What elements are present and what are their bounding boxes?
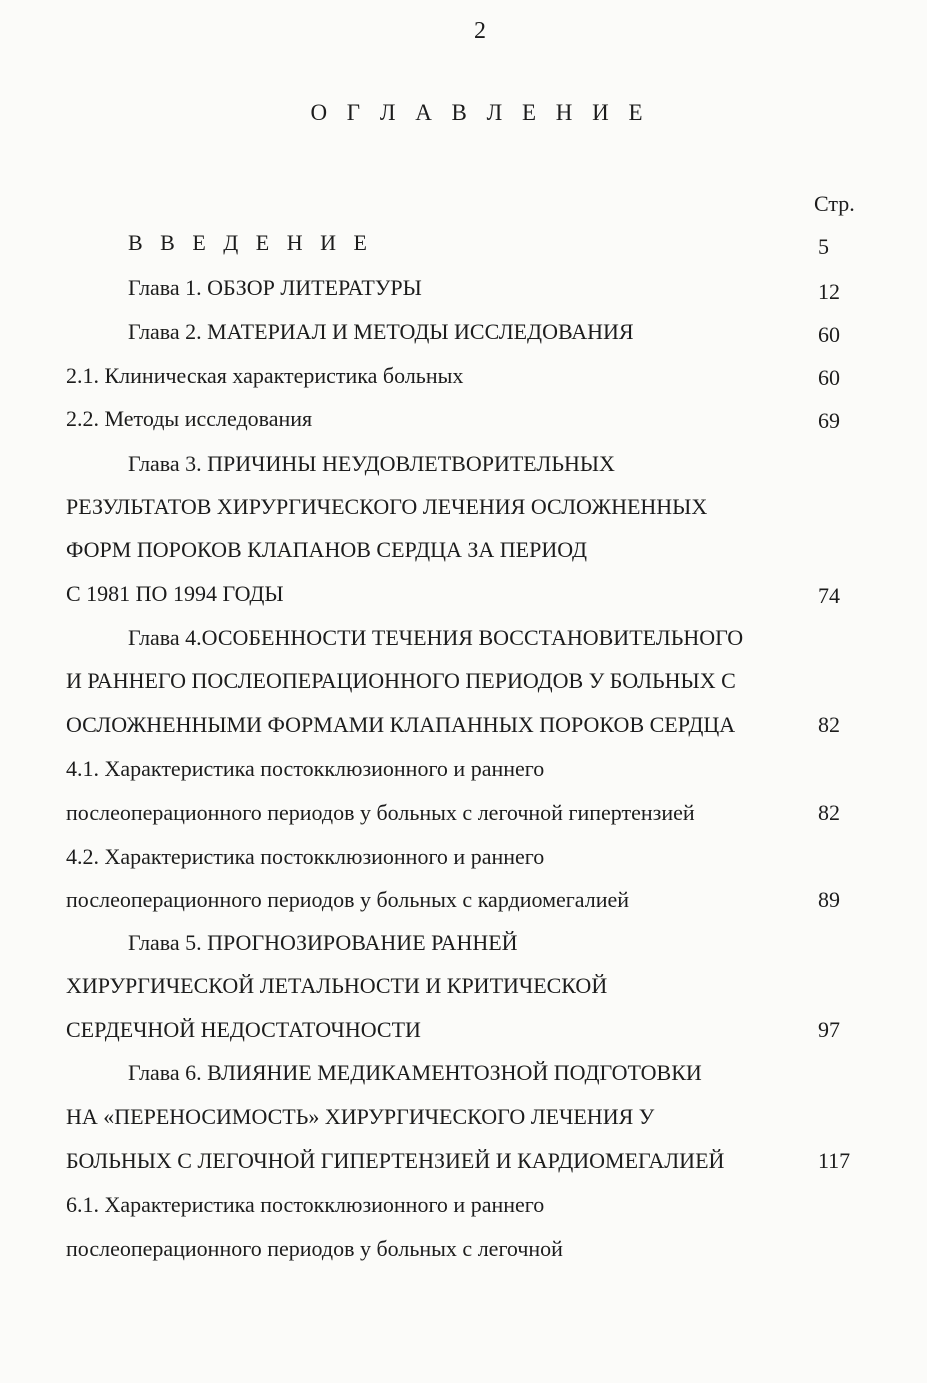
- pages-column-header: Стр.: [814, 191, 855, 216]
- toc-entry-section-4-2-line-1: 4.2. Характеристика постокклюзионного и раннего: [66, 844, 545, 869]
- toc-page-section-4-1: 82: [818, 800, 840, 825]
- toc-page-chapter-1: 12: [818, 279, 840, 304]
- page-title: О Г Л А В Л Е Н И Е: [310, 100, 650, 125]
- toc-entry-section-4-1-line-2: послеоперационного периодов у больных с легочной гипертензией: [66, 800, 695, 825]
- toc-entry-section-6-1-line-2: послеоперационного периодов у больных с легочной: [66, 1236, 563, 1261]
- toc-entry-chapter-4-line-1: Глава 4.ОСОБЕННОСТИ ТЕЧЕНИЯ ВОССТАНОВИТЕЛЬНОГО: [128, 625, 744, 650]
- toc-page-introduction: 5: [818, 234, 829, 259]
- toc-page-chapter-4: 82: [818, 712, 840, 737]
- toc-page-section-4-2: 89: [818, 887, 840, 912]
- page-number: 2: [474, 18, 486, 44]
- toc-entry-chapter-5-line-1: Глава 5. ПРОГНОЗИРОВАНИЕ РАННЕЙ: [128, 930, 518, 955]
- toc-entry-chapter-6-line-1: Глава 6. ВЛИЯНИЕ МЕДИКАМЕНТОЗНОЙ ПОДГОТОВКИ: [128, 1060, 702, 1085]
- toc-entry-section-4-1-line-1: 4.1. Характеристика постокклюзионного и раннего: [66, 756, 545, 781]
- toc-entry-chapter-2: Глава 2. МАТЕРИАЛ И МЕТОДЫ ИССЛЕДОВАНИЯ: [128, 319, 634, 344]
- toc-page-chapter-3: 74: [818, 583, 840, 608]
- toc-entry-section-2-1: 2.1. Клиническая характеристика больных: [66, 363, 464, 388]
- toc-page-chapter-5: 97: [818, 1017, 840, 1042]
- toc-entry-section-2-2: 2.2. Методы исследования: [66, 406, 313, 431]
- toc-entry-section-4-2-line-2: послеоперационного периодов у больных с кардиомегалией: [66, 887, 630, 912]
- toc-entry-introduction: В В Е Д Е Н И Е: [128, 230, 373, 255]
- toc-page-section-2-2: 69: [818, 408, 840, 433]
- toc-entry-chapter-4-line-3: ОСЛОЖНЕННЫМИ ФОРМАМИ КЛАПАННЫХ ПОРОКОВ СЕРДЦА: [66, 712, 736, 737]
- toc-entry-chapter-4-line-2: И РАННЕГО ПОСЛЕОПЕРАЦИОННОГО ПЕРИОДОВ У БОЛЬНЫХ С: [66, 668, 736, 693]
- toc-entry-section-6-1-line-1: 6.1. Характеристика постокклюзионного и раннего: [66, 1192, 545, 1217]
- toc-page-section-2-1: 60: [818, 365, 840, 390]
- toc-entry-chapter-3-line-2: РЕЗУЛЬТАТОВ ХИРУРГИЧЕСКОГО ЛЕЧЕНИЯ ОСЛОЖНЕННЫХ: [66, 494, 708, 519]
- toc-entry-chapter-5-line-3: СЕРДЕЧНОЙ НЕДОСТАТОЧНОСТИ: [66, 1017, 421, 1042]
- toc-entry-chapter-5-line-2: ХИРУРГИЧЕСКОЙ ЛЕТАЛЬНОСТИ И КРИТИЧЕСКОЙ: [66, 973, 608, 998]
- toc-entry-chapter-6-line-2: НА «ПЕРЕНОСИМОСТЬ» ХИРУРГИЧЕСКОГО ЛЕЧЕНИЯ У: [66, 1104, 655, 1129]
- toc-entry-chapter-3-line-3: ФОРМ ПОРОКОВ КЛАПАНОВ СЕРДЦА ЗА ПЕРИОД: [66, 537, 588, 562]
- toc-entry-chapter-3-line-1: Глава 3. ПРИЧИНЫ НЕУДОВЛЕТВОРИТЕЛЬНЫХ: [128, 451, 615, 476]
- toc-page-chapter-6: 117: [818, 1148, 851, 1173]
- toc-page-chapter-2: 60: [818, 322, 840, 347]
- toc-entry-chapter-3-line-4: С 1981 ПО 1994 ГОДЫ: [66, 581, 284, 606]
- toc-entry-chapter-6-line-3: БОЛЬНЫХ С ЛЕГОЧНОЙ ГИПЕРТЕНЗИЕЙ И КАРДИОМЕГАЛИЕЙ: [66, 1148, 725, 1173]
- toc-entry-chapter-1: Глава 1. ОБЗОР ЛИТЕРАТУРЫ: [128, 275, 422, 300]
